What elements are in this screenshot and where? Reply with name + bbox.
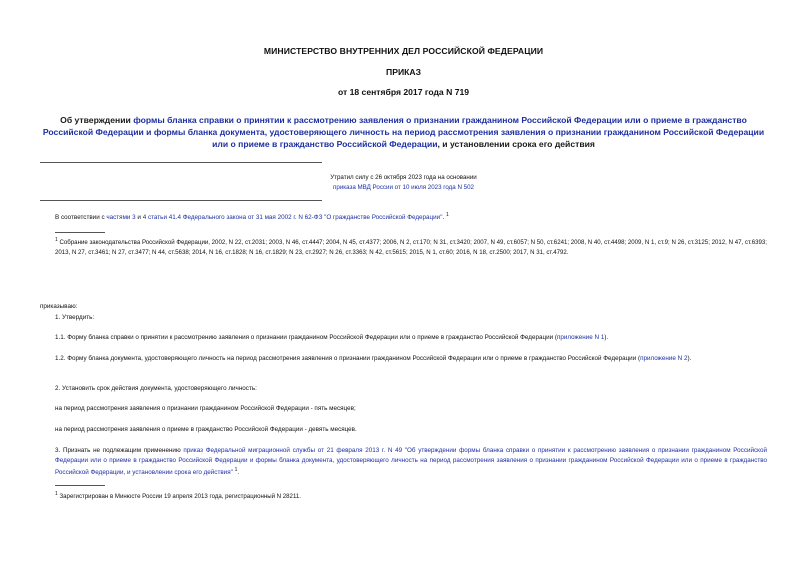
footnote-divider-1 (55, 232, 105, 233)
divider-status (40, 200, 322, 201)
ministry-heading: МИНИСТЕРСТВО ВНУТРЕННИХ ДЕЛ РОССИЙСКОЙ ФЕДЕРАЦИИ (263, 46, 544, 56)
item-2-b: на период рассмотрения заявления о приеме в гражданство Российской Федерации - девять месяцев. (55, 426, 357, 433)
preamble-paragraph: В соответствии с частями 3 и 4 статьи 41.4 Федерального закона от 31 мая 2002 г. N 62-ФЗ "О гражданстве Российской Федерации". $^1$ (55, 212, 449, 222)
item-1-2: 1.2. Форму бланка документа, удостоверяющего личность на период рассмотрения заявления о признании гражданином Российской Федерации или о приеме в гражданство Российской Федерации (приложение N 2). (55, 355, 692, 362)
item-1: 1. Утвердить: (55, 314, 95, 321)
order-word: приказываю: (40, 303, 78, 310)
appendix-1-link[interactable]: приложение N 1 (556, 334, 605, 341)
footnote-marker: 1 (445, 212, 449, 218)
item-3: 3. Признать не подлежащим применению приказ Федеральной миграционной службы от 21 февраля 2013 г. N 49 "Об утверждении формы бланка справки о принятии к рассмотрению заявления о признании гражданином Российской Федерации или о приеме в гражданство Российской Федерации и формы бланка документа, удостоверяющего личность на период рассмотрения заявления о признании гражданином Российской Федерации или о приеме в гражданство Российской Федерации, и установлении срока его действия" $^1$. (55, 447, 768, 476)
preamble-link-law[interactable]: 4 статьи 41.4 Федерального закона от 31 мая 2002 г. N 62-ФЗ "О гражданстве Российской Федерации" (142, 214, 443, 222)
divider-top (40, 162, 322, 163)
item-1-1: 1.1. Форму бланка справки о принятии к рассмотрению заявления о признании гражданином Российской Федерации или о приеме в гражданство Российской Федерации (приложение N 1). (55, 334, 609, 341)
status-line: Утратил силу с 26 октября 2023 года на основании (330, 174, 477, 181)
document-type: ПРИКАЗ (386, 67, 421, 77)
footnote-2: $^1$ Зарегистрирован в Минюсте России 19 апреля 2013 года, регистрационный N 28211. (55, 491, 301, 501)
footnote-2-text: Зарегистрирован в Минюсте России 19 апреля 2013 года, регистрационный N 28211. (59, 493, 301, 501)
item-2: 2. Установить срок действия документа, удостоверяющего личность: (55, 385, 257, 392)
status-link[interactable]: приказа МВД России от 10 июля 2023 года N 502 (333, 184, 474, 191)
footnote-1-text: Собрание законодательства Российской Федерации, 2002, N 22, ст.2031; 2003, N 46, ст.4447; 2004, N 45, ст.4377; 2006, N 2, ст.170; N 31, ст.3420; 2007, N 49, ст.6057; N 50, ст.6241; 2008, N 40, ст.4498; 2009, N 1, ст.9; N 26, ст.3125; 2012, N 47, ст.6393; 2013, N 27, ст.3461; N 27, ст.3477; N 44, ст.5638; 2014, N 16, ст.1828; N 16, ст.1829; N 23, ст.2927; N 26, ст.3363; N 42, ст.5615; 2015, N 1, ст.60; 2016, N 18, ст.2500; 2017, N 31, ст.4792. (55, 239, 768, 256)
footnote-1: $^1$ Собрание законодательства Российской Федерации, 2002, N 22, ст.2031; 2003, N 46, ст.4447; 2004, N 45, ст.4377; 2006, N 2, ст.170; N 31, ст.3420; 2007, N 49, ст.6057; N 50, ст.6241; 2008, N 40, ст.4498; 2009, N 1, ст.9; N 26, ст.3125; 2012, N 47, ст.6393; 2013, N 27, ст.3461; N 27, ст.3477; N 44, ст.5638; 2014, N 16, ст.1828; N 16, ст.1829; N 23, ст.2927; N 26, ст.3363; N 42, ст.5615; 2015, N 1, ст.60; 2016, N 18, ст.2500; 2017, N 31, ст.4792. (55, 237, 768, 256)
preamble-link-parts[interactable]: частями 3 (106, 214, 136, 222)
footnote-divider-2 (55, 485, 105, 486)
appendix-2-link[interactable]: приложение N 2 (640, 355, 688, 362)
title-suffix: , и установлении срока его действия (437, 139, 595, 149)
status-note (40, 173, 767, 193)
document-title (40, 114, 767, 150)
item-2-a: на период рассмотрения заявления о признании гражданином Российской Федерации - пять месяцев; (55, 405, 356, 412)
fms-order-link[interactable]: приказ Федеральной миграционной службы от 21 февраля 2013 г. N 49 "Об утверждении формы бланка справки о принятии к рассмотрению заявления о признании гражданином Российской Федерации или о приеме в гражданство Российской Федерации и формы бланка документа, удостоверяющего личность на период рассмотрения заявления о признании гражданином Российской Федерации или о приеме в гражданство Российской Федерации, и установлении срока его действия" (55, 447, 768, 476)
title-prefix: Об утверждении (60, 115, 134, 125)
document-date-number: от 18 сентября 2017 года N 719 (337, 87, 470, 97)
title-link[interactable]: формы бланка справки о принятии к рассмотрению заявления о признании гражданином Российской Федерации или о приеме в гражданство Российской Федерации и формы бланка документа, удостоверяющего личность на период рассмотрения заявления о признании гражданином Российской Федерации или о приеме в гражданство Российской Федерации (42, 115, 765, 149)
